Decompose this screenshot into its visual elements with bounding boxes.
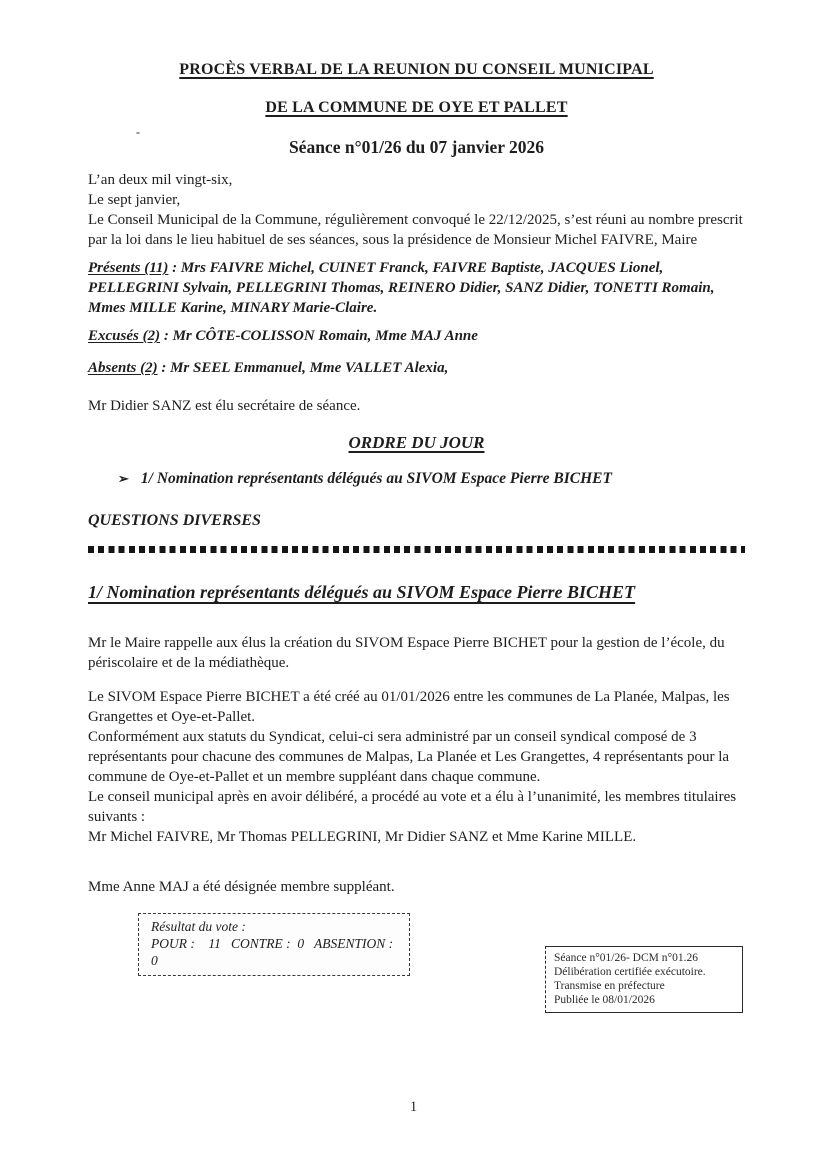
secretary-line: Mr Didier SANZ est élu secrétaire de séance. [88,398,361,414]
bottom-boxes-zone [88,913,745,1033]
vote-result-values: POUR : 11 CONTRE : 0 ABSENTION : 0 [151,936,397,968]
intro-line-1: L’an deux mil vingt-six, [88,172,233,188]
prefecture-stamp-box [545,946,743,1013]
presents-list [88,258,745,318]
section1-heading: 1/ Nomination représentants délégués au SIVOM Espace Pierre BICHET [88,582,636,602]
page-number: 1 [409,1099,418,1115]
stamp-line-4: Publiée le 08/01/2026 [554,994,655,1006]
para2-sentence-2: Conformément aux statuts du Syndicat, celui-ci sera administré par un conseil syndical composé de 3 représentants pour chacune des communes de Malpas, La Planée et Les Grangettes, 4 représentants pour la commune de Oye-et-Pallet et un membre suppléant dans chaque commune. [88,729,730,785]
ordre-du-jour-heading: ORDRE DU JOUR [348,433,485,452]
ordre-du-jour-item [88,469,745,489]
absents-names: : Mr SEEL Emmanuel, Mme VALLET Alexia, [157,360,449,376]
para2-sentence-3: Le conseil municipal après en avoir délibéré, a procédé au vote et a élu à l’unanimité, les membres titulaires suivants : [88,789,737,825]
presents-label: Présents (11) [88,260,169,276]
absents-list [88,358,745,378]
document-title-line2: DE LA COMMUNE DE OYE ET PALLET [265,99,568,116]
stamp-line-2: Délibération certifiée exécutoire. [554,966,706,978]
intro-line-2: Le sept janvier, [88,192,181,208]
seance-title: Séance n°01/26 du 07 janvier 2026 [288,137,545,157]
intro-paragraph [88,170,745,250]
stray-scan-mark: - [136,125,140,139]
presents-names: : Mrs FAIVRE Michel, CUINET Franck, FAIVRE Baptiste, JACQUES Lionel, PELLEGRINI Sylvain, PELLEGRINI Thomas, REINERO Didier, SANZ Didier, TONETTI Romain, Mmes MILLE Karine, MINARY Marie-Claire. [88,260,715,316]
ordre-item-text: 1/ Nomination représentants délégués au SIVOM Espace Pierre BICHET [140,470,612,487]
questions-diverses-heading: QUESTIONS DIVERSES [88,512,261,529]
section1-paragraph2 [88,687,745,847]
document-title-line1: PROCÈS VERBAL DE LA REUNION DU CONSEIL MUNICIPAL [179,61,654,78]
intro-line-3: Le Conseil Municipal de la Commune, régulièrement convoqué le 22/12/2025, s’est réuni au nombre prescrit par la loi dans le lieu habituel de ses séances, sous la présidence de Monsieur Michel FAIVRE, Maire [88,212,743,248]
para2-sentence-1: Le SIVOM Espace Pierre BICHET a été créé au 01/01/2026 entre les communes de La Planée, Malpas, les Grangettes et Oye-et-Pallet. [88,689,730,725]
arrow-bullet-icon: ➢ [118,471,129,486]
excuses-label: Excusés (2) [88,328,161,344]
excuses-list [88,326,745,346]
excuses-names: : Mr CÔTE-COLISSON Romain, Mme MAJ Anne [160,328,478,344]
stamp-line-3: Transmise en préfecture [554,980,665,992]
para2-sentence-4: Mr Michel FAIVRE, Mr Thomas PELLEGRINI, Mr Didier SANZ et Mme Karine MILLE. [88,829,637,845]
section1-paragraph3: Mme Anne MAJ a été désignée membre suppléant. [88,879,395,895]
vote-result-title: Résultat du vote : [151,919,246,934]
stamp-line-1: Séance n°01/26- DCM n°01.26 [554,952,698,964]
dotted-separator [88,546,745,553]
section1-paragraph1: Mr le Maire rappelle aux élus la création du SIVOM Espace Pierre BICHET pour la gestion de l’école, du périscolaire et de la médiathèque. [88,635,725,671]
absents-label: Absents (2) [88,360,158,376]
vote-result-box [138,913,410,976]
